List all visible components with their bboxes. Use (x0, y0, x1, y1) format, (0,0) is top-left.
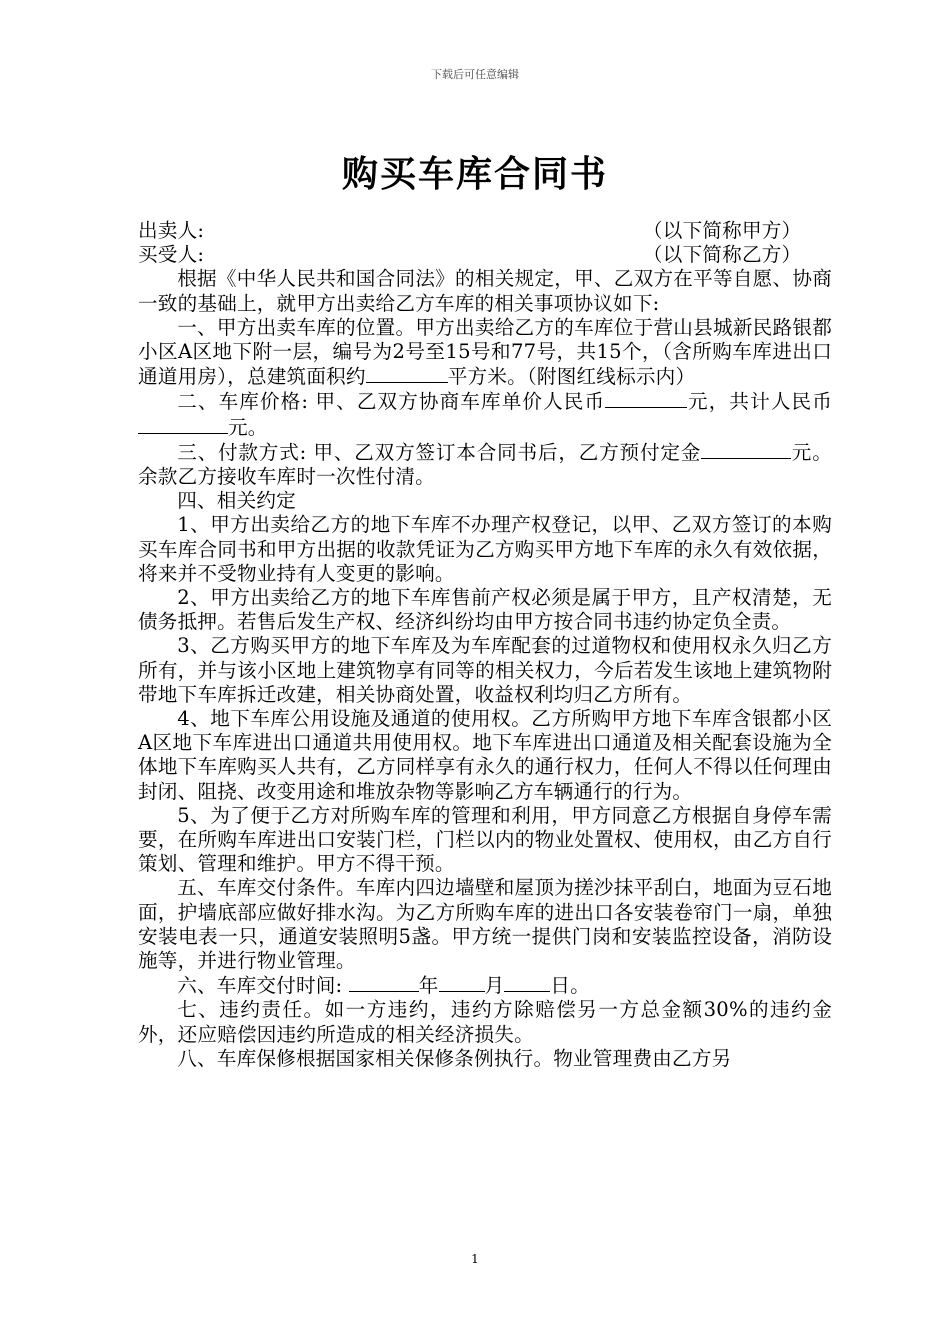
section-3-rest: 元。余款乙方接收车库时一次性付清。 (138, 440, 832, 488)
section-3-text: 三、付款方式: 甲、乙双方签订本合同书后，乙方预付定金 (177, 440, 702, 464)
contract-body (138, 219, 832, 1071)
preamble-paragraph: 根据《中华人民共和国合同法》的相关规定，甲、乙双方在平等自愿、协商一致的基础上，就甲方出卖给乙方车库的相关事项协议如下: (138, 267, 832, 315)
deposit-blank (701, 440, 791, 459)
section-4-item-2: 2、甲方出卖给乙方的地下车库售前产权必须是属于甲方，且产权清楚，无债务抵押。若售后发生产权、经济纠纷均由甲方按合同书违约协定负全责。 (138, 586, 832, 634)
section-3-payment (138, 440, 832, 489)
seller-alias: （以下简称甲方） (643, 219, 802, 242)
section-2-price (138, 389, 832, 439)
section-8-warranty: 八、车库保修根据国家相关保修条例执行。物业管理费由乙方另 (177, 1046, 732, 1070)
month-blank (439, 973, 485, 992)
section-5-delivery-conditions: 五、车库交付条件。车库内四边墙壁和屋顶为搓沙抹平刮白，地面为豆石地面，护墙底部应做好排水沟。为乙方所购车库的进出口各安装卷帘门一扇，单独安装电表一只，通道安装照明5盏。甲方统一提供门岗和安装监控设备，消防设施等，并进行物业管理。 (138, 876, 832, 973)
seller-line (138, 219, 832, 243)
buyer-line (138, 243, 832, 267)
section-7-liability: 七、违约责任。如一方违约，违约方除赔偿另一方总金额30%的违约金外，还应赔偿因违约所造成的相关经济损失。 (138, 998, 832, 1046)
section-6-delivery-time (138, 973, 832, 998)
total-price-blank (138, 415, 228, 434)
unit-price-blank (605, 389, 687, 408)
section-4-item-5: 5、为了便于乙方对所购车库的管理和利用，甲方同意乙方根据自身停车需要，在所购车库进出口安装门栏，门栏以内的物业处置权、使用权，由乙方自行策划、管理和维护。甲方不得干预。 (138, 803, 832, 876)
section-1-unit: 平方米。（附图红线标示内） (447, 365, 696, 389)
buyer-alias: （以下简称乙方） (643, 243, 802, 267)
day-label: 日。 (550, 974, 590, 998)
section-1-text: 一、甲方出卖车库的位置。甲方出卖给乙方的车库位于营山县城新民路银都小区A区地下附一层，编号为2号至15号和77号，共15个，（含所购车库进出口通道用房），总建筑面积约 (138, 315, 832, 389)
header-note: 下载后可任意编辑 (431, 68, 519, 81)
month-label: 月 (484, 974, 505, 998)
day-blank (504, 973, 550, 992)
section-2-yuan: 元。 (228, 415, 268, 439)
year-label: 年 (418, 974, 439, 998)
area-blank (366, 364, 448, 383)
seller-label: 出卖人: (138, 219, 205, 242)
section-4-item-3: 3、乙方购买甲方的地下车库及为车库配套的过道物权和使用权永久归乙方所有，并与该小区地上建筑物享有同等的相关权力，今后若发生该地上建筑物附带地下车库拆迁改建，相关协商处置，收益权利均归乙方所有。 (138, 634, 832, 706)
year-blank (349, 973, 419, 992)
section-1-location (138, 316, 832, 390)
section-2-total-label: 元，共计人民币 (687, 390, 832, 414)
buyer-label: 买受人: (138, 243, 205, 267)
section-4-heading: 四、相关约定 (177, 489, 296, 513)
section-2-text: 二、车库价格: 甲、乙双方协商车库单价人民币 (177, 390, 606, 414)
section-6-text: 六、车库交付时间: (177, 974, 343, 998)
section-4-item-4: 4、地下车库公用设施及通道的使用权。乙方所购甲方地下车库含银都小区A区地下车库进出口通道共用使用权。地下车库进出口通道及相关配套设施为全体地下车库购买人共有，乙方同样享有永久的通行权力，任何人不得以任何理由封闭、阻挠、改变用途和堆放杂物等影响乙方车辆通行的行为。 (138, 707, 832, 803)
section-4-item-1: 1、甲方出卖给乙方的地下车库不办理产权登记，以甲、乙双方签订的本购买车库合同书和甲方出据的收款凭证为乙方购买甲方地下车库的永久有效依据，将来并不受物业持有人变更的影响。 (138, 513, 832, 585)
page-number: 1 (471, 1252, 479, 1266)
document-title: 购买车库合同书 (341, 153, 608, 195)
